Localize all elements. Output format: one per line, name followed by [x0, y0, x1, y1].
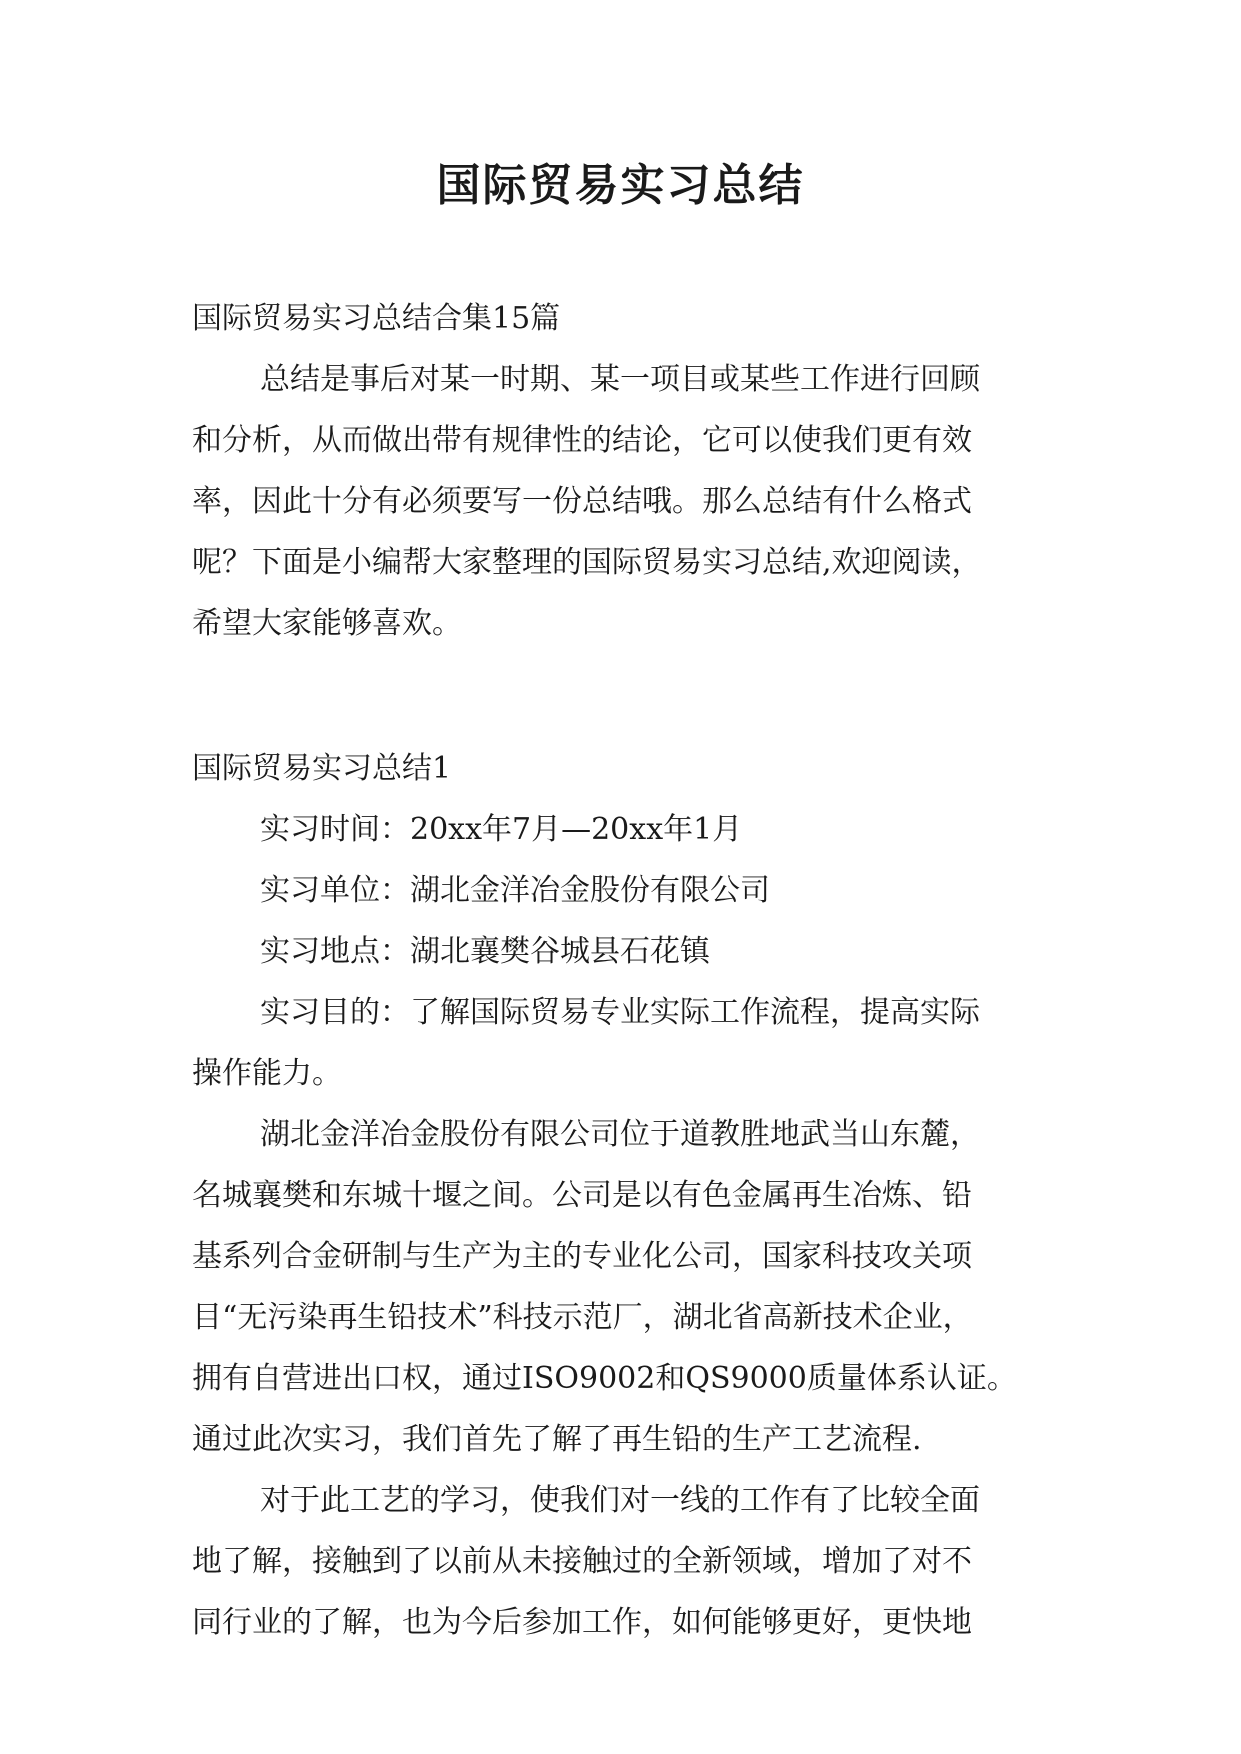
internship-time: 实习时间：20xx年7月—20xx年1月: [260, 812, 743, 847]
section-spacer: [192, 654, 1052, 738]
company-paragraph-line: 基系列合金研制与生产为主的专业化公司，国家科技攻关项: [192, 1239, 972, 1274]
document-body: [192, 288, 1052, 1653]
intro-paragraph-line: 率，因此十分有必须要写一份总结哦。那么总结有什么格式: [192, 484, 972, 519]
intro-paragraph-line: 呢？下面是小编帮大家整理的国际贸易实习总结,欢迎阅读，: [192, 545, 982, 580]
internship-purpose-line: 实习目的：了解国际贸易专业实际工作流程，提高实际: [260, 995, 980, 1030]
internship-location: 实习地点：湖北襄樊谷城县石花镇: [260, 934, 710, 969]
company-paragraph-line: 拥有自营进出口权，通过ISO9002和QS9000质量体系认证。: [192, 1361, 1017, 1396]
learning-paragraph-line: 同行业的了解，也为今后参加工作，如何能够更好，更快地: [192, 1605, 972, 1640]
intro-paragraph-line: 和分析，从而做出带有规律性的结论，它可以使我们更有效: [192, 423, 972, 458]
intro-paragraph-line: 希望大家能够喜欢。: [192, 606, 462, 641]
company-paragraph-line: 名城襄樊和东城十堰之间。公司是以有色金属再生冶炼、铅: [192, 1178, 972, 1213]
internship-purpose-line: 操作能力。: [192, 1056, 342, 1091]
learning-paragraph-line: 地了解，接触到了以前从未接触过的全新领域，增加了对不: [192, 1544, 972, 1579]
company-paragraph-line: 目“无污染再生铅技术”科技示范厂，湖北省高新技术企业，: [192, 1300, 973, 1335]
intro-paragraph-line: 总结是事后对某一时期、某一项目或某些工作进行回顾: [260, 362, 980, 397]
company-paragraph-line: 通过此次实习，我们首先了解了再生铅的生产工艺流程.: [192, 1422, 922, 1457]
internship-unit: 实习单位：湖北金洋冶金股份有限公司: [260, 873, 770, 908]
company-paragraph-line: 湖北金洋冶金股份有限公司位于道教胜地武当山东麓，: [260, 1117, 980, 1152]
collection-heading: 国际贸易实习总结合集15篇: [192, 301, 561, 336]
section-heading: 国际贸易实习总结1: [192, 751, 452, 786]
learning-paragraph-line: 对于此工艺的学习，使我们对一线的工作有了比较全面: [260, 1483, 980, 1518]
document-title: 国际贸易实习总结: [436, 160, 805, 211]
